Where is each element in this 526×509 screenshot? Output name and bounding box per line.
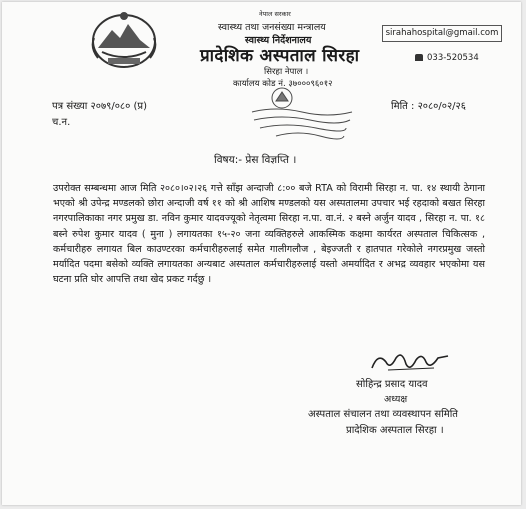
nepal-emblem-logo — [88, 8, 160, 70]
letter-page — [2, 2, 521, 505]
signer-committee: अस्पताल संचालन तथा व्यवस्थापन समिति — [308, 409, 459, 420]
body-paragraph: उपरोक्त सम्बन्धमा आज मिति २०८०।०२।२६ गत्ते साँझ अन्दाजी ८:०० बजे RTA को विरामी सिरहा न. पा. १४ स्थायी ठेगाना भएको श्री उपेन्द्र मण्डलको छोरा अन्दाजी वर्ष ११ को श्री आशिष मण्डलको यस अस्पतालमा उपचार भई रहदाको बखत सिरहा नगरपालिकाका नगर प्रमुख डा. नविन कुमार यादवज्यूको नेतृत्वमा सिरहा न.पा. वा.नं. २ बस्ने अर्जुन यादव , सिरहा न. पा. १८ बस्ने रुपेश कुमार यादव ( मुना ) लगायतका १५-२० जना व्यक्तिहरुले आकस्मिक कक्षमा कार्यरत अस्पताल चिकित्सक , कर्मचारीहरु लगायत बिल काउण्टरका कर्मचारीहरुलाई समेत गालीगलौज , बेइज्जती र हातपात गरेकोले नगरप्रमुख जस्तो मर्यादित पदमा बसेको व्यक्ति लगायतका अन्यबाट अस्पताल कर्मचारीहरुलाई यस्तो अमर्यादित र अभद्र व्यवहार भएकोमा यस घटना प्रति घोर आपत्ति तथा खेद प्रकट गर्दछु । — [53, 183, 485, 286]
telephone-icon — [415, 54, 423, 61]
header-office-code: कार्यालय कोड नं. ३७०००९६०१२ — [233, 79, 333, 89]
header-hospital-name: प्रादेशिक अस्पताल सिरहा — [200, 46, 360, 66]
signer-organization: प्रादेशिक अस्पताल सिरहा । — [346, 425, 444, 436]
letter-date: मिति : २०८०/०२/२६ — [391, 101, 466, 112]
press-release-body — [53, 181, 485, 287]
email-box: sirahahospital@gmail.com — [382, 25, 502, 42]
subject-line: विषय:- प्रेस विज्ञप्ति । — [214, 154, 297, 166]
header-directorate: स्वास्थ्य निर्देशनालय — [245, 35, 312, 46]
office-stamp — [246, 82, 358, 146]
header-ministry: स्वास्थ्य तथा जनसंख्या मन्त्रालय — [218, 22, 326, 33]
signer-title: अध्यक्ष — [384, 394, 408, 405]
handwritten-signature — [368, 348, 452, 376]
phone-number — [415, 53, 479, 63]
dispatch-number: च.न. — [52, 117, 71, 128]
header-govt-line: नेपाल सरकार — [259, 10, 291, 18]
signer-name: सोहिन्द्र प्रसाद यादव — [356, 379, 428, 390]
header-address: सिरहा नेपाल । — [264, 67, 309, 77]
phone-text: 033-520534 — [427, 53, 479, 63]
letter-number: पत्र संख्या २०७९/०८० (प्र) — [52, 101, 147, 112]
